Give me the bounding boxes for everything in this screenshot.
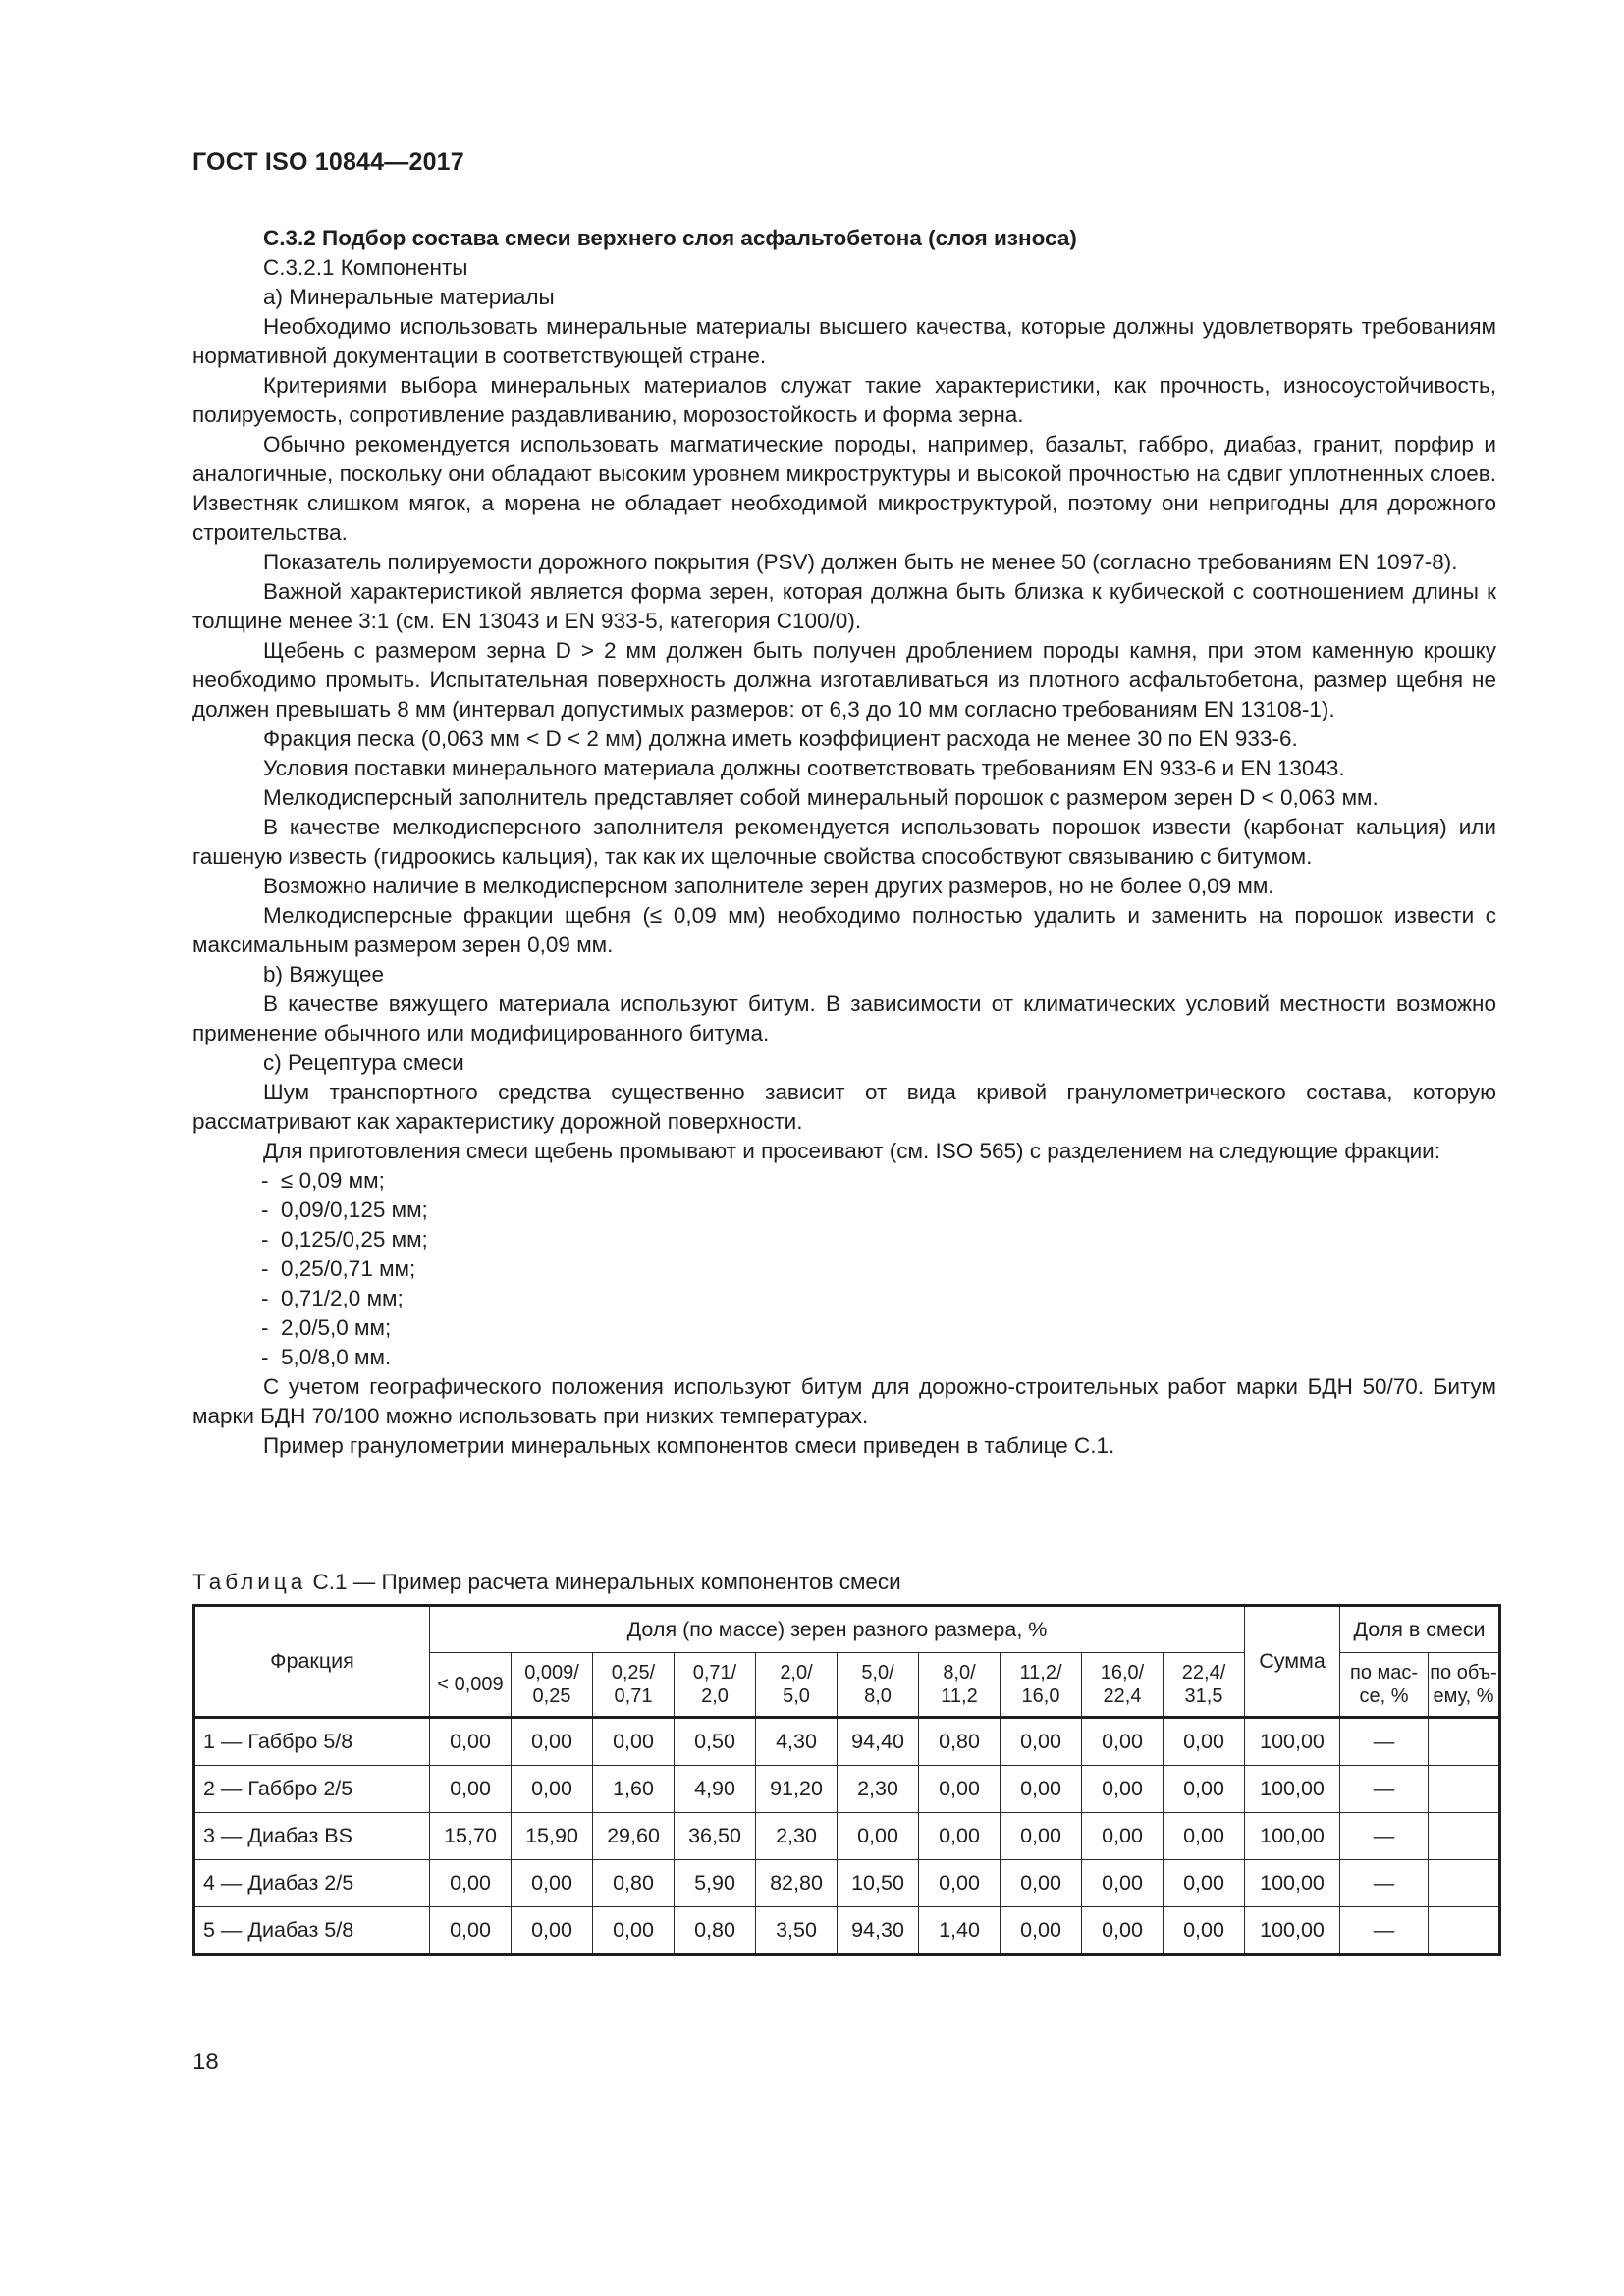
mass-share-cell: — (1340, 1813, 1429, 1860)
fraction-list (192, 1166, 1496, 1372)
value-cell: 0,00 (593, 1718, 675, 1766)
value-cell: 5,90 (675, 1860, 756, 1907)
header-size-col: 8,0/ 11,2 (919, 1653, 1001, 1718)
header-mix: Доля в смеси (1340, 1606, 1500, 1653)
table-row (194, 1813, 1500, 1860)
paragraph: Пример гранулометрии минеральных компонентов смеси приведен в таблице С.1. (263, 1433, 1115, 1458)
value-cell: 36,50 (675, 1813, 756, 1860)
paragraph: Обычно рекомендуется использовать магматические породы, например, базальт, габбро, диабаз, гранит, порфир и аналогичные, поскольку они обладают высоким уровнем микроструктуры и высокой прочностью на сдвиг уплотненных слоев. Известняк слишком мягок, а морена не обладает необходимой микроструктурой, поэтому они непригодны для дорожного строительства. (192, 432, 1496, 545)
value-cell: 0,00 (1164, 1813, 1245, 1860)
value-cell: 0,00 (1082, 1766, 1164, 1813)
volume-share-cell (1429, 1766, 1500, 1813)
value-cell: 0,00 (1082, 1907, 1164, 1955)
value-cell: 94,40 (838, 1718, 919, 1766)
value-cell: 0,00 (512, 1718, 593, 1766)
table-row (194, 1860, 1500, 1907)
paragraph: Щебень с размером зерна D > 2 мм должен быть получен дроблением породы камня, при этом каменную крошку необходимо промыть. Испытательная поверхность должна изготавливаться из плотного асфальтобетона, размер щебня не должен превышать 8 мм (интервал допустимых размеров: от 6,3 до 10 мм согласно требованиям EN 13108-1). (192, 638, 1496, 721)
value-cell: 0,00 (1082, 1813, 1164, 1860)
value-cell: 0,00 (1082, 1718, 1164, 1766)
value-cell: 4,90 (675, 1766, 756, 1813)
fraction-list-item: - 0,71/2,0 мм; (261, 1286, 404, 1310)
value-cell: 2,30 (838, 1766, 919, 1813)
table-row (194, 1907, 1500, 1955)
value-cell: 15,70 (430, 1813, 512, 1860)
paragraph: b) Вяжущее (263, 962, 385, 987)
section-heading: С.3.2 Подбор состава смеси верхнего слоя асфальтобетона (слоя износа) (263, 226, 1077, 250)
value-cell: 0,80 (593, 1860, 675, 1907)
mass-share-cell: — (1340, 1860, 1429, 1907)
fraction-list-item: - 2,0/5,0 мм; (261, 1315, 392, 1340)
value-cell: 0,00 (919, 1813, 1001, 1860)
value-cell: 0,00 (1164, 1860, 1245, 1907)
value-cell: 15,90 (512, 1813, 593, 1860)
paragraph: С учетом географического положения используют битум для дорожно-строительных работ марки БДН 50/70. Битум марки БДН 70/100 можно использовать при низких температурах. (192, 1374, 1496, 1428)
header-size-col: 22,4/ 31,5 (1164, 1653, 1245, 1718)
value-cell: 0,00 (1001, 1860, 1082, 1907)
value-cell: 82,80 (756, 1860, 838, 1907)
fraction-cell: 3 — Диабаз BS (194, 1813, 430, 1860)
value-cell: 0,00 (1164, 1766, 1245, 1813)
value-cell: 10,50 (838, 1860, 919, 1907)
fraction-cell: 1 — Габбро 5/8 (194, 1718, 430, 1766)
header-mix-volume: по объ- ему, % (1429, 1653, 1500, 1718)
value-cell: 0,80 (919, 1718, 1001, 1766)
mass-share-cell: — (1340, 1766, 1429, 1813)
header-size-col: 0,25/ 0,71 (593, 1653, 675, 1718)
mass-share-cell: — (1340, 1907, 1429, 1955)
value-cell: 0,00 (1082, 1860, 1164, 1907)
value-cell: 0,00 (430, 1860, 512, 1907)
header-size-col: 5,0/ 8,0 (838, 1653, 919, 1718)
value-cell: 0,00 (1001, 1813, 1082, 1860)
value-cell: 0,50 (675, 1718, 756, 1766)
value-cell: 0,00 (1164, 1907, 1245, 1955)
paragraph: с) Рецептура смеси (263, 1050, 464, 1075)
value-cell: 0,00 (430, 1718, 512, 1766)
paragraph: Показатель полируемости дорожного покрытия (PSV) должен быть не менее 50 (согласно требованиям EN 1097-8). (263, 550, 1458, 574)
fraction-list-item: - 0,09/0,125 мм; (261, 1198, 428, 1222)
value-cell: 94,30 (838, 1907, 919, 1955)
document-body (192, 224, 1496, 1461)
value-cell: 2,30 (756, 1813, 838, 1860)
value-cell: 4,30 (756, 1718, 838, 1766)
sum-cell: 100,00 (1245, 1813, 1340, 1860)
document-header: ГОСТ ISO 10844—2017 (192, 148, 464, 176)
header-share: Доля (по массе) зерен разного размера, % (430, 1606, 1245, 1653)
value-cell: 3,50 (756, 1907, 838, 1955)
header-size-col: 0,71/ 2,0 (675, 1653, 756, 1718)
header-size-col: < 0,009 (430, 1653, 512, 1718)
paragraph: Возможно наличие в мелкодисперсном заполнителе зерен других размеров, но не более 0,09 мм. (263, 874, 1274, 898)
paragraph: Критериями выбора минеральных материалов служат такие характеристики, как прочность, износоустойчивость, полируемость, сопротивление раздавливанию, морозостойкость и форма зерна. (192, 373, 1496, 427)
value-cell: 0,00 (512, 1766, 593, 1813)
fraction-cell: 4 — Диабаз 2/5 (194, 1860, 430, 1907)
paragraph: Шум транспортного средства существенно зависит от вида кривой гранулометрического состава, которую рассматривают как характеристику дорожной поверхности. (192, 1080, 1496, 1134)
value-cell: 0,00 (1164, 1718, 1245, 1766)
table-caption-text: С.1 — Пример расчета минеральных компонентов смеси (306, 1570, 901, 1594)
paragraph: Фракция песка (0,063 мм < D < 2 мм) должна иметь коэффициент расхода не менее 30 по EN 933-6. (263, 726, 1298, 751)
mass-share-cell: — (1340, 1718, 1429, 1766)
page-number: 18 (192, 2049, 219, 2075)
header-sum: Сумма (1245, 1606, 1340, 1718)
table-row (194, 1718, 1500, 1766)
table-caption-label: Таблица (192, 1570, 307, 1594)
value-cell: 0,00 (593, 1907, 675, 1955)
header-size-col: 16,0/ 22,4 (1082, 1653, 1164, 1718)
value-cell: 0,00 (919, 1766, 1001, 1813)
mineral-components-table (192, 1604, 1501, 1956)
paragraph: а) Минеральные материалы (263, 285, 555, 309)
paragraph: В качестве мелкодисперсного заполнителя рекомендуется использовать порошок извести (карбонат кальция) или гашеную известь (гидроокись кальция), так как их щелочные свойства способствуют связыванию с битумом. (192, 815, 1496, 869)
paragraph: Необходимо использовать минеральные материалы высшего качества, которые должны удовлетворять требованиям нормативной документации в соответствующей стране. (192, 314, 1496, 368)
value-cell: 0,00 (512, 1860, 593, 1907)
value-cell: 0,00 (1001, 1718, 1082, 1766)
value-cell: 0,00 (919, 1860, 1001, 1907)
header-size-col: 11,2/ 16,0 (1001, 1653, 1082, 1718)
sum-cell: 100,00 (1245, 1860, 1340, 1907)
value-cell: 1,60 (593, 1766, 675, 1813)
fraction-list-item: - ≤ 0,09 мм; (261, 1168, 385, 1193)
value-cell: 29,60 (593, 1813, 675, 1860)
value-cell: 0,00 (430, 1766, 512, 1813)
value-cell: 0,00 (838, 1813, 919, 1860)
header-size-col: 2,0/ 5,0 (756, 1653, 838, 1718)
fraction-cell: 5 — Диабаз 5/8 (194, 1907, 430, 1955)
paragraph: С.3.2.1 Компоненты (263, 255, 468, 280)
fraction-cell: 2 — Габбро 2/5 (194, 1766, 430, 1813)
header-fraction: Фракция (194, 1606, 430, 1718)
value-cell: 0,00 (1001, 1766, 1082, 1813)
volume-share-cell (1429, 1907, 1500, 1955)
sum-cell: 100,00 (1245, 1907, 1340, 1955)
volume-share-cell (1429, 1860, 1500, 1907)
paragraph: Для приготовления смеси щебень промывают и просеивают (см. ISO 565) с разделением на следующие фракции: (263, 1139, 1440, 1163)
volume-share-cell (1429, 1718, 1500, 1766)
paragraph: Важной характеристикой является форма зерен, которая должна быть близка к кубической с соотношением длины к толщине менее 3:1 (см. EN 13043 и EN 933-5, категория С100/0). (192, 579, 1496, 633)
sum-cell: 100,00 (1245, 1718, 1340, 1766)
paragraph: В качестве вяжущего материала используют битум. В зависимости от климатических условий местности возможно применение обычного или модифицированного битума. (192, 991, 1496, 1045)
value-cell: 0,00 (430, 1907, 512, 1955)
value-cell: 0,80 (675, 1907, 756, 1955)
value-cell: 1,40 (919, 1907, 1001, 1955)
header-mix-mass: по мас- се, % (1340, 1653, 1429, 1718)
value-cell: 0,00 (512, 1907, 593, 1955)
paragraph: Условия поставки минерального материала должны соответствовать требованиям EN 933-6 и EN 13043. (263, 756, 1345, 780)
header-size-col: 0,009/ 0,25 (512, 1653, 593, 1718)
fraction-list-item: - 0,25/0,71 мм; (261, 1256, 416, 1281)
sum-cell: 100,00 (1245, 1766, 1340, 1813)
volume-share-cell (1429, 1813, 1500, 1860)
value-cell: 91,20 (756, 1766, 838, 1813)
paragraph: Мелкодисперсные фракции щебня (≤ 0,09 мм) необходимо полностью удалить и заменить на порошок извести с максимальным размером зерен 0,09 мм. (192, 903, 1496, 957)
table-row (194, 1766, 1500, 1813)
table-caption (192, 1568, 901, 1597)
fraction-list-item: - 5,0/8,0 мм. (261, 1345, 392, 1369)
fraction-list-item: - 0,125/0,25 мм; (261, 1227, 428, 1252)
paragraph: Мелкодисперсный заполнитель представляет собой минеральный порошок с размером зерен D < 0,063 мм. (263, 785, 1379, 810)
value-cell: 0,00 (1001, 1907, 1082, 1955)
